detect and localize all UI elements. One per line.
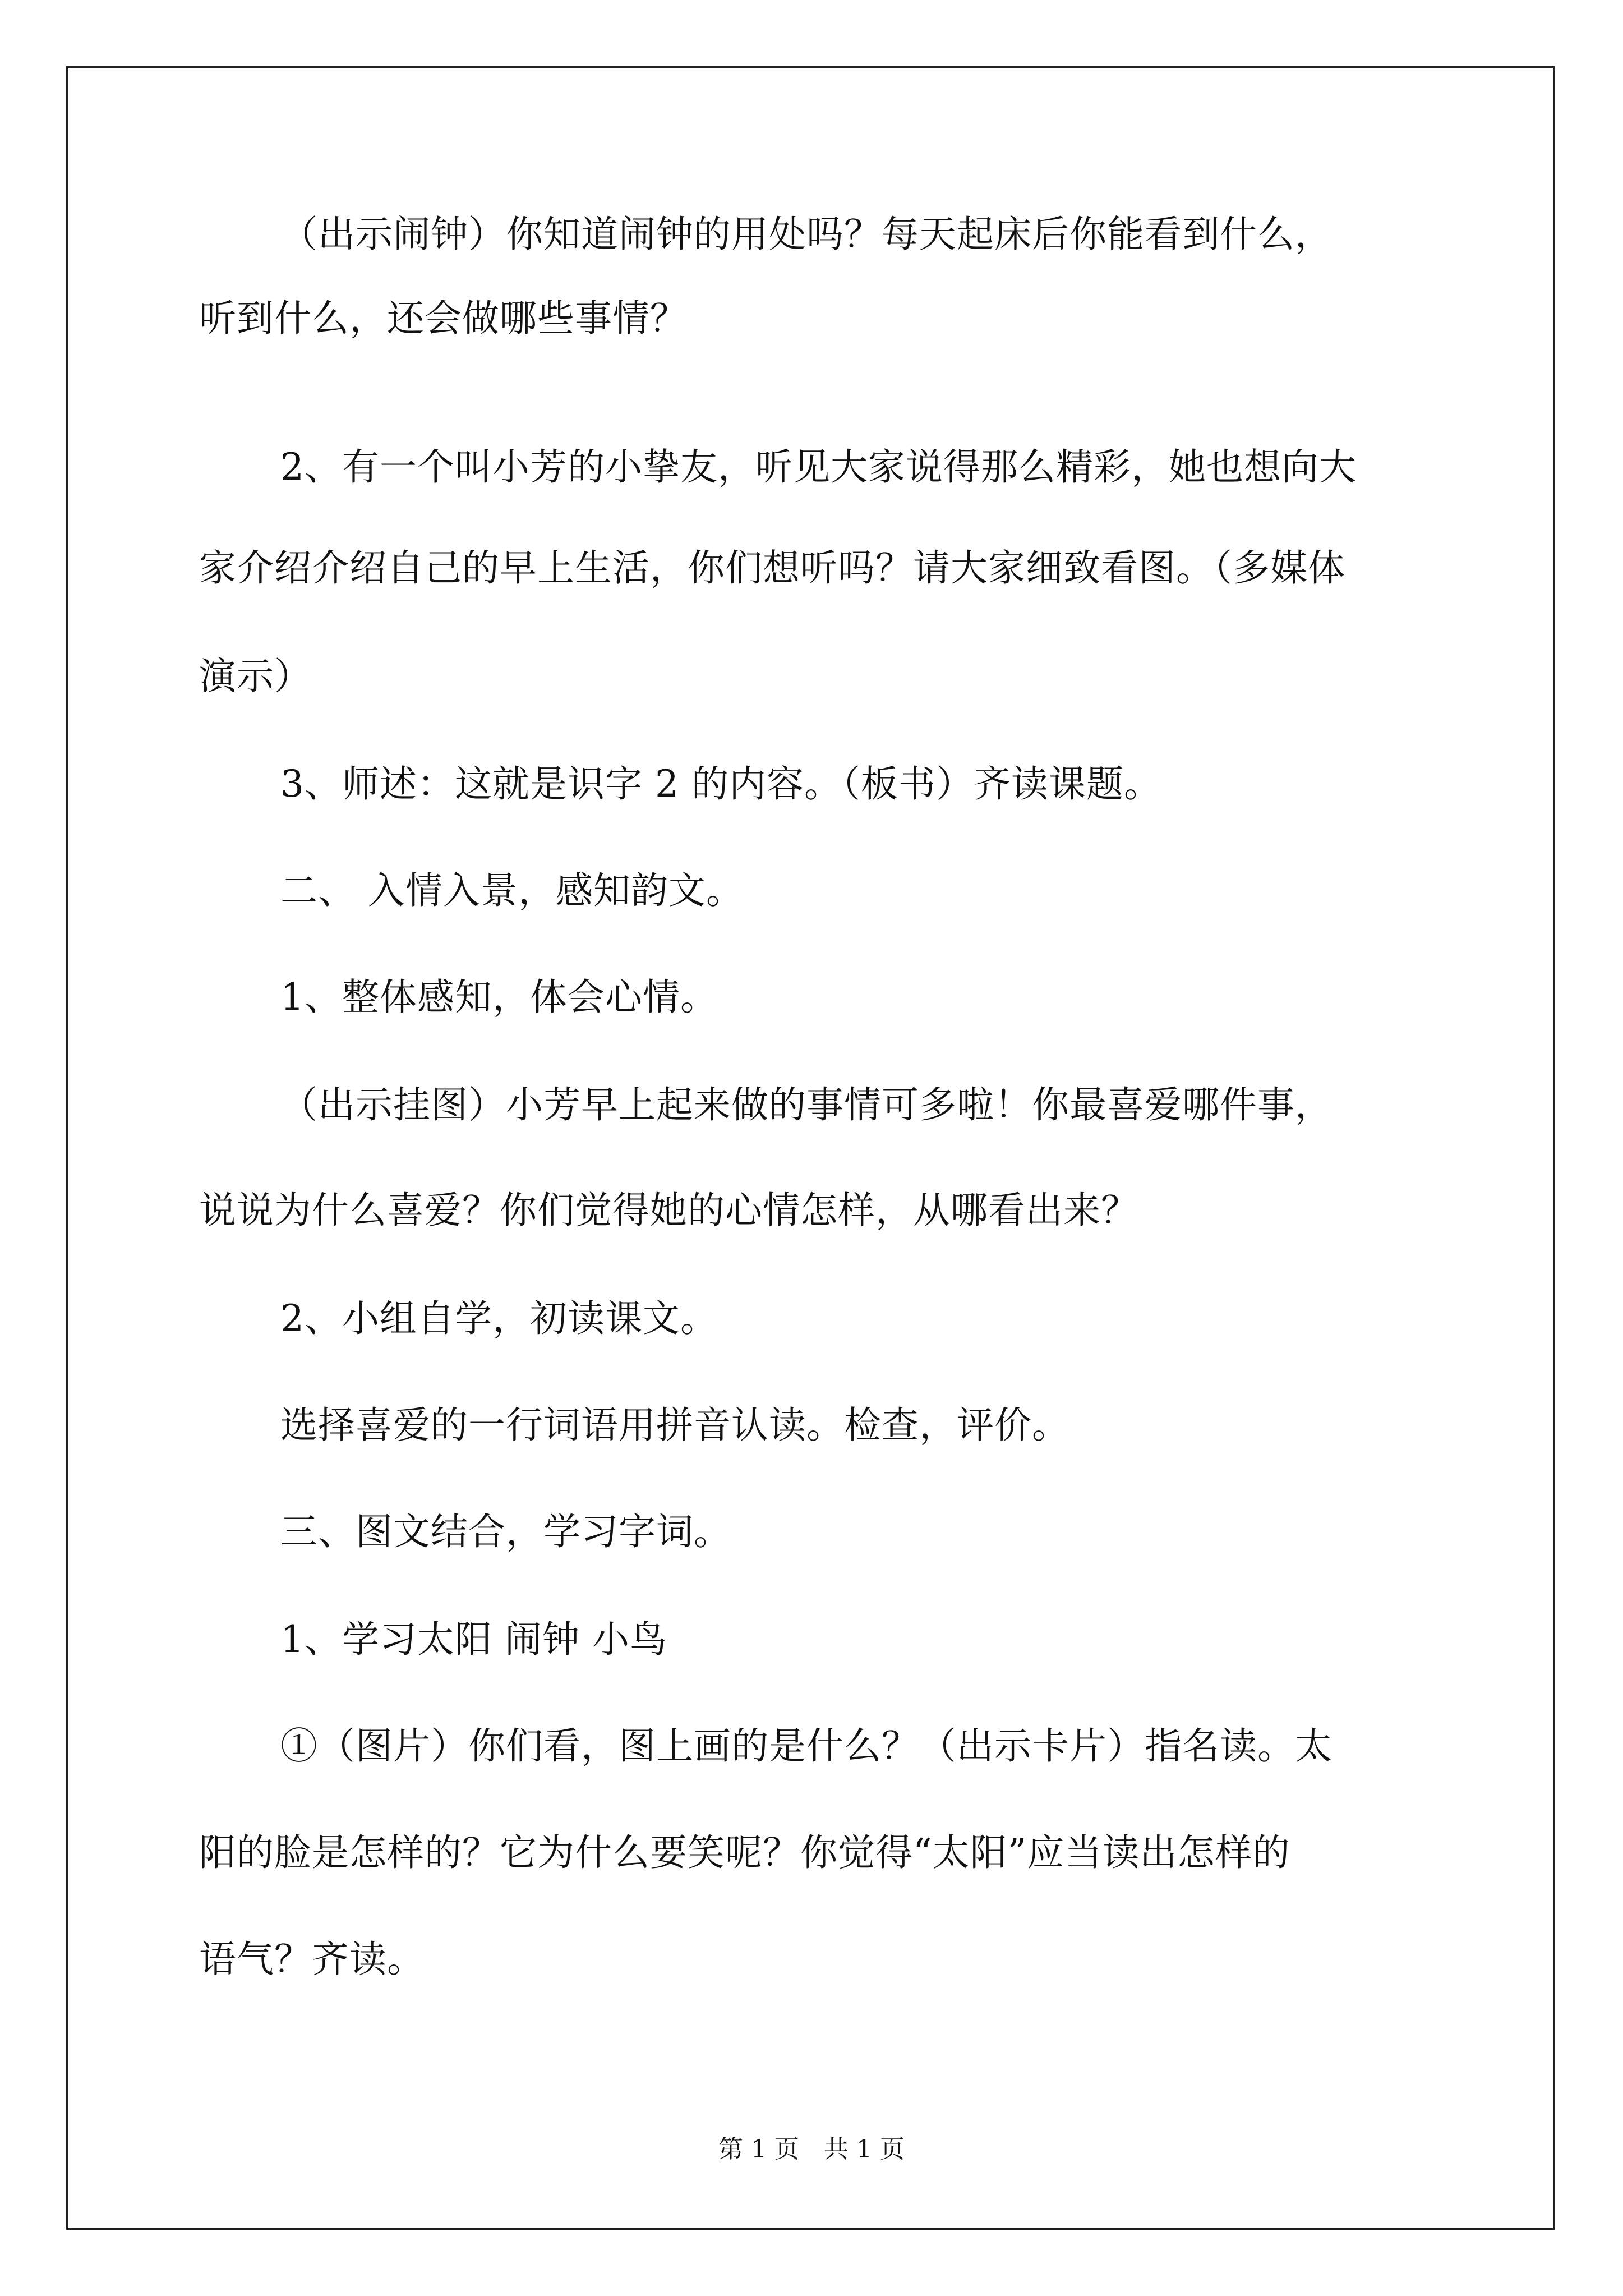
section-heading: 二、 入情入景，感知韵文。 — [280, 869, 744, 912]
page-footer: 第 1 页 共 1 页 — [718, 2135, 905, 2164]
paragraph-line: 家介绍介绍自己的早上生活，你们想听吗？请大家细致看图。（多媒体 — [199, 546, 1345, 590]
paragraph-line: ①（图片）你们看，图上画的是什么？（出示卡片）指名读。太 — [280, 1724, 1332, 1768]
paragraph-line: 3、师述：这就是识字 2 的内容。（板书）齐读课题。 — [280, 762, 1161, 806]
paragraph-line: 说说为什么喜爱？你们觉得她的心情怎样，从哪看出来？ — [199, 1189, 1138, 1232]
paragraph-line: （出示闹钟）你知道闹钟的用处吗？每天起床后你能看到什么， — [280, 213, 1332, 256]
page-border — [66, 66, 1555, 2230]
paragraph-line: 1、整体感知，体会心情。 — [280, 976, 718, 1019]
paragraph-line: 演示） — [199, 655, 312, 698]
paragraph-line: 2、有一个叫小芳的小挚友，听见大家说得那么精彩，她也想向大 — [280, 445, 1357, 489]
paragraph-line: 语气？齐读。 — [199, 1938, 425, 1981]
section-heading: 三、图文结合，学习字词。 — [280, 1510, 731, 1553]
paragraph-line: 2、小组自学，初读课文。 — [280, 1297, 718, 1340]
paragraph-line: 选择喜爱的一行词语用拼音认读。检查，评价。 — [280, 1404, 1069, 1447]
paragraph-line: 1、学习太阳 闹钟 小鸟 — [280, 1618, 667, 1661]
paragraph-line: 听到什么，还会做哪些事情？ — [199, 297, 688, 340]
paragraph-line: 阳的脸是怎样的？它为什么要笑呢？你觉得“太阳”应当读出怎样的 — [199, 1831, 1290, 1874]
paragraph-line: （出示挂图）小芳早上起来做的事情可多啦！你最喜爱哪件事， — [280, 1083, 1332, 1126]
